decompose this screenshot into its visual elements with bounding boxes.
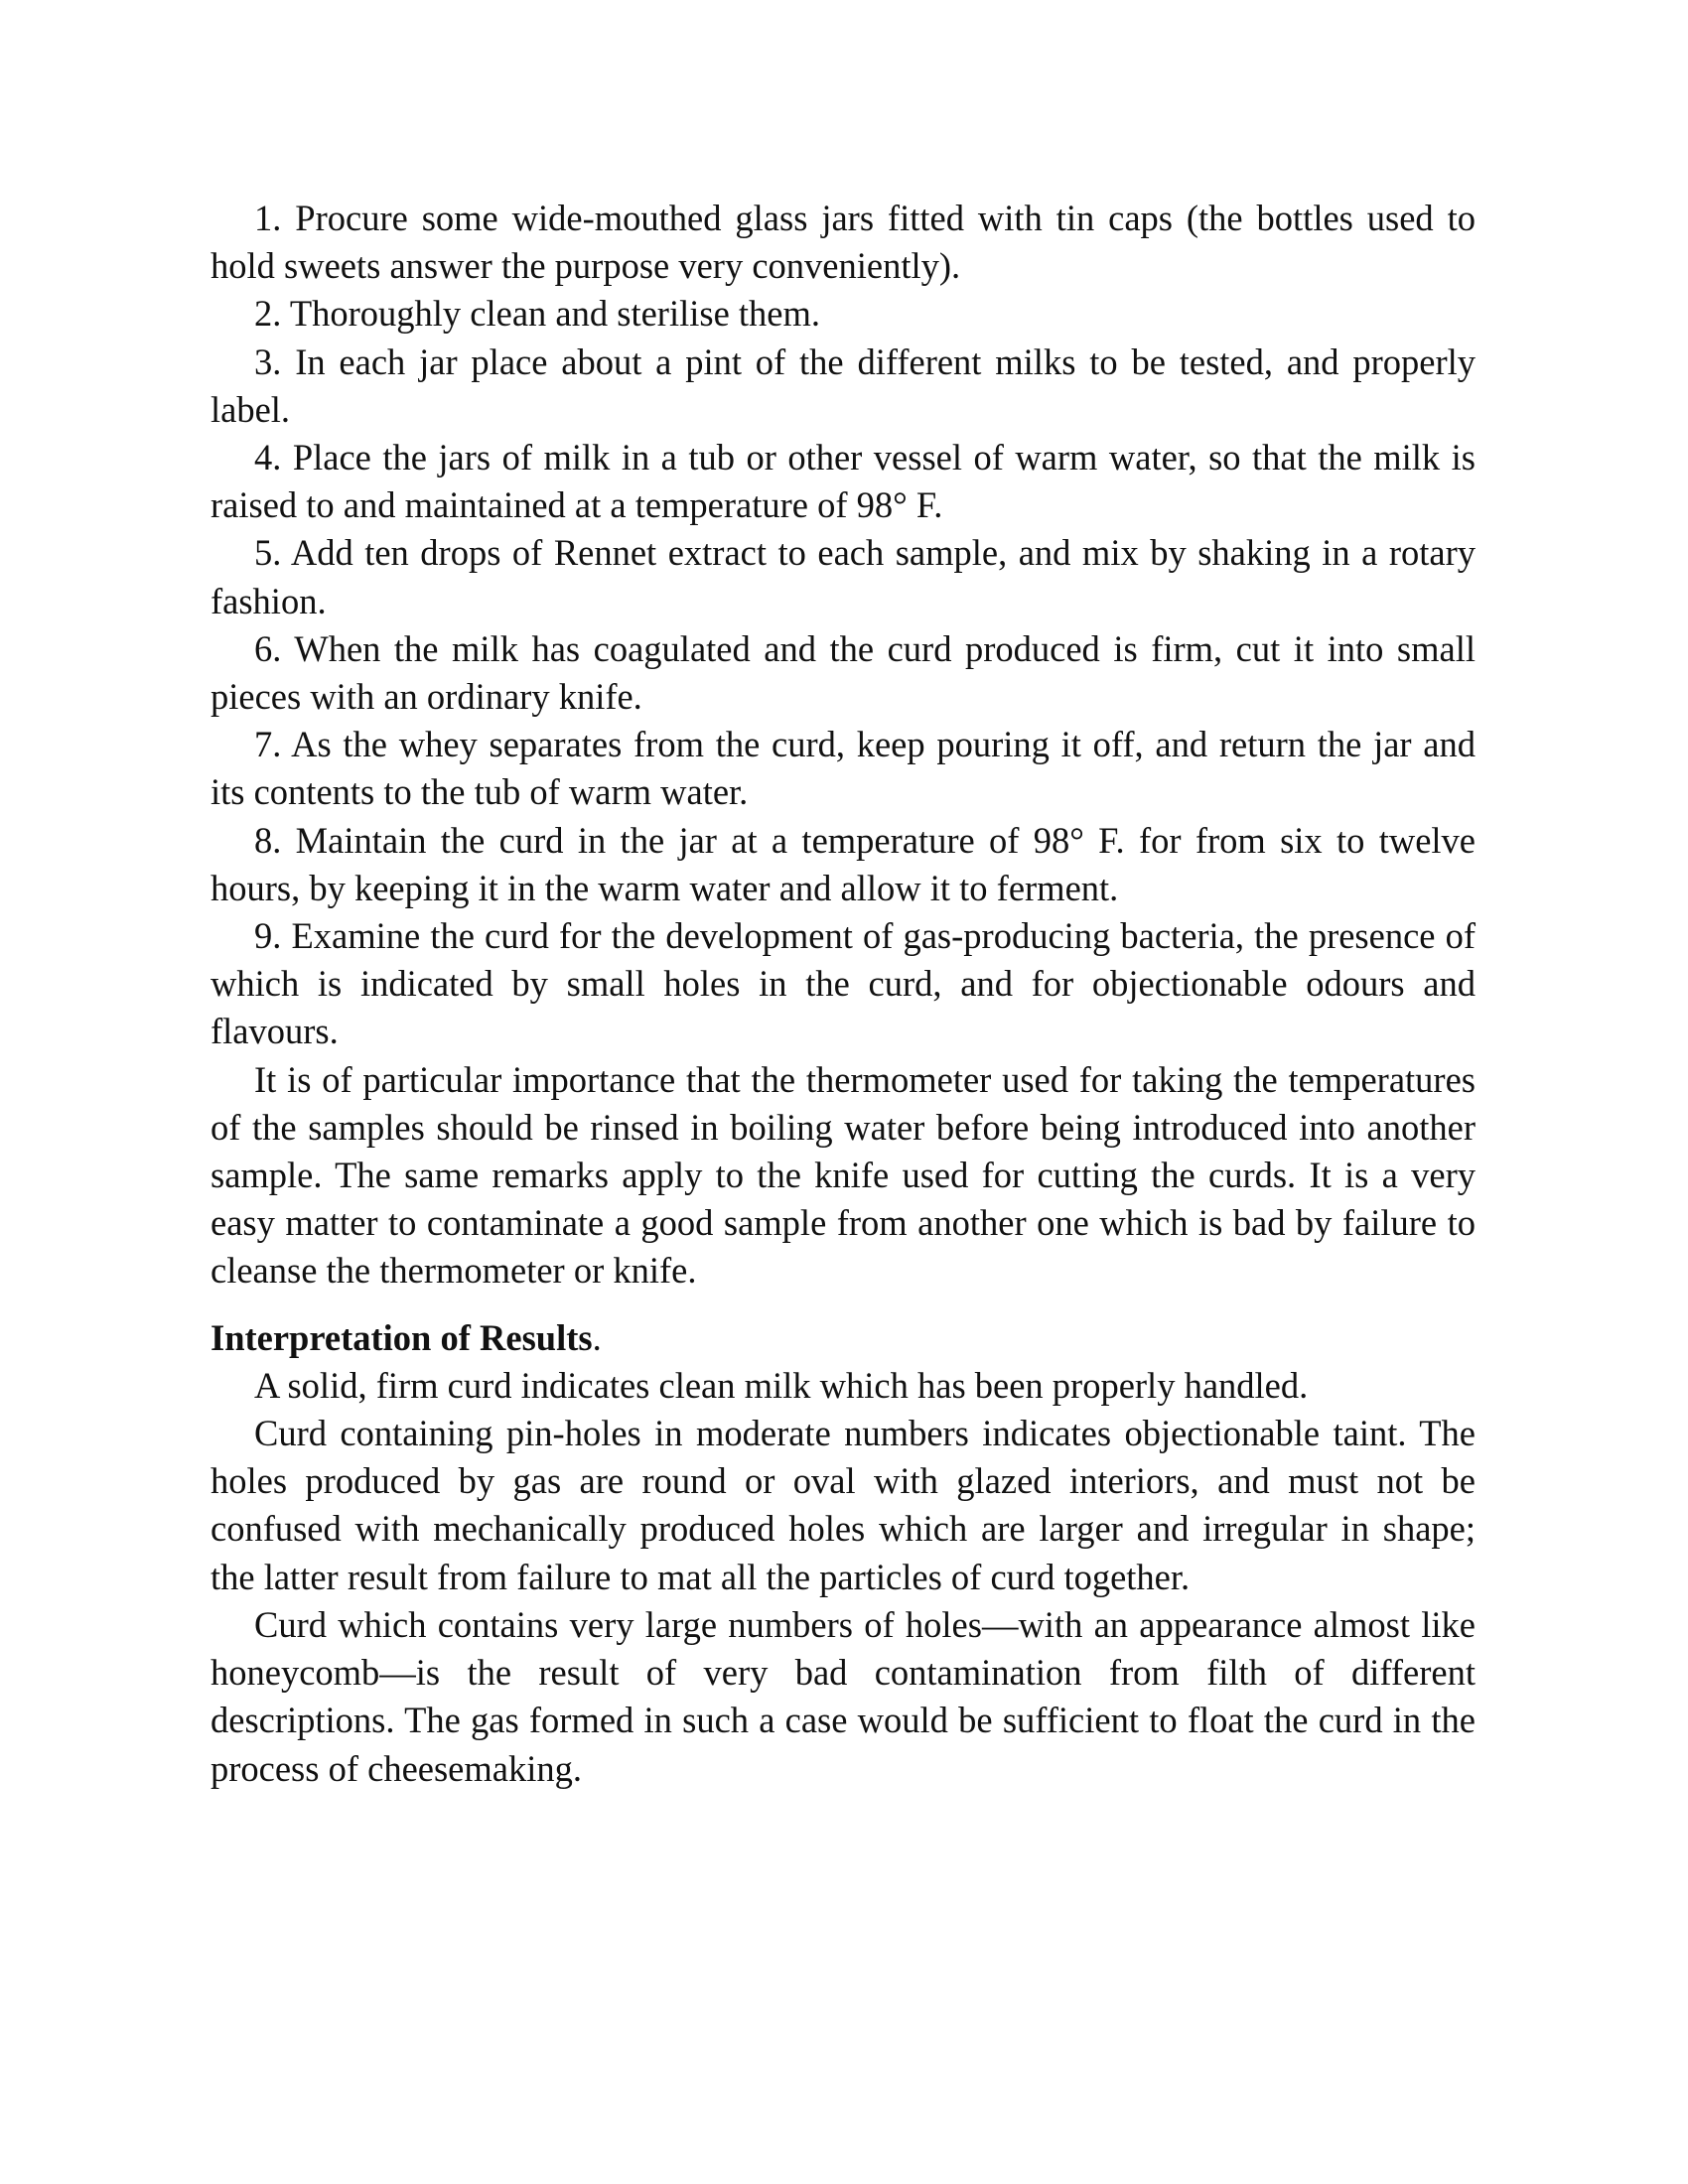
section-heading-text: Interpretation of Results [211,1316,593,1358]
step-5: 5. Add ten drops of Rennet extract to each sample, and mix by shaking in a rotary fashion. [211,532,1476,621]
thermometer-note: It is of particular importance that the thermometer used for taking the temperatures of the samples should be rinsed in boiling water before being introduced into another sample. The same remarks apply to the knife used for cutting the curds. It is a very easy matter to contaminate a good sample from another one which is bad by failure to cleanse the thermometer or knife. [211,1058,1476,1292]
document-page [211,195,1476,1793]
section-heading [211,1314,1476,1362]
step-8: 8. Maintain the curd in the jar at a temperature of 98° F. for from six to twelve hours, by keeping it in the warm water and allow it to ferment. [211,819,1476,908]
step-7: 7. As the whey separates from the curd, keep pouring it off, and return the jar and its contents to the tub of warm water. [211,724,1476,813]
step-9: 9. Examine the curd for the development of gas-producing bacteria, the presence of which is indicated by small holes in the curd, and for objectionable odours and flavours. [211,915,1476,1052]
result-paragraph-1: A solid, firm curd indicates clean milk which has been properly handled. [254,1364,1309,1406]
result-paragraph-3: Curd which contains very large numbers of holes—with an appearance almost like honeycomb—is the result of very bad contamination from filth of different descriptions. The gas formed in such a case would be sufficient to float the curd in the process of cheesemaking. [211,1603,1476,1789]
step-2: 2. Thoroughly clean and sterilise them. [254,293,821,335]
step-1: 1. Procure some wide-mouthed glass jars fitted with tin caps (the bottles used to hold sweets answer the purpose very conveniently). [211,198,1476,287]
step-6: 6. When the milk has coagulated and the curd produced is firm, cut it into small pieces with an ordinary knife. [211,627,1476,718]
section-heading-punct: . [592,1316,602,1358]
step-3: 3. In each jar place about a pint of the different milks to be tested, and properly label. [211,341,1476,430]
step-4: 4. Place the jars of milk in a tub or other vessel of warm water, so that the milk is raised to and maintained at a temperature of 98° F. [211,437,1476,526]
result-paragraph-2: Curd containing pin-holes in moderate numbers indicates objectionable taint. The holes produced by gas are round or oval with glazed interiors, and must not be confused with mechanically produced holes which are larger and irregular in shape; the latter result from failure to mat all the particles of curd together. [211,1413,1476,1597]
